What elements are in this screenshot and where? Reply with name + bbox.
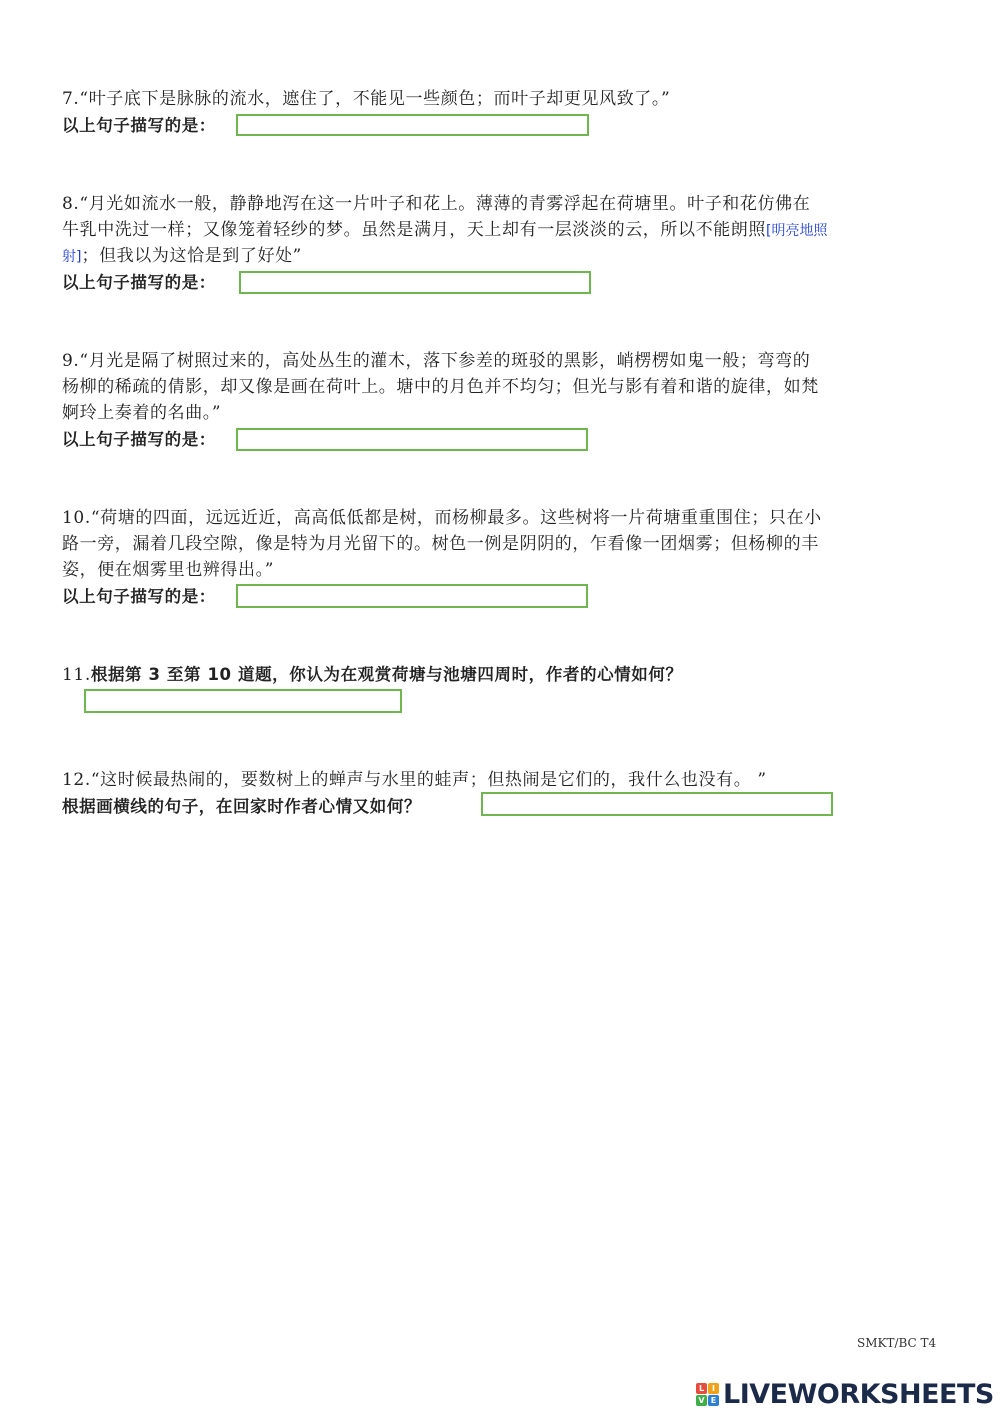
q11-row xyxy=(62,662,683,688)
logo-letter-l: L xyxy=(696,1383,707,1394)
q10-label: 以上句子描写的是： xyxy=(62,587,216,606)
q8-text-line3: ；但我以为这恰是到了好处” xyxy=(81,246,302,266)
q9-label: 以上句子描写的是： xyxy=(62,430,216,449)
q12-text: 12.“这时候最热闹的，要数树上的蝉声与水里的蛙声；但热闹是它们的，我什么也没有。 ” xyxy=(62,770,767,790)
brand-name: LIVEWORKSHEETS xyxy=(723,1378,994,1410)
q11-question: 根据第 3 至第 10 道题，你认为在观赏荷塘与池塘四周时，作者的心情如何？ xyxy=(90,665,683,684)
q7-label: 以上句子描写的是： xyxy=(62,116,216,135)
q12-label: 根据画横线的句子，在回家时作者心情又如何？ xyxy=(62,797,422,816)
q11-answer-field[interactable] xyxy=(84,689,402,713)
logo-letter-i: I xyxy=(708,1383,719,1394)
logo-icon xyxy=(696,1383,719,1406)
q10-answer-field[interactable] xyxy=(236,584,588,608)
q10-text-line1: 10.“荷塘的四面，远远近近，高高低低都是树，而杨柳最多。这些树将一片荷塘重重围住；只在小 xyxy=(62,508,822,528)
logo-letter-e: E xyxy=(708,1395,719,1406)
q8-gloss-part1: [明亮地照 xyxy=(766,223,828,239)
q11-number: 11. xyxy=(62,665,91,685)
q8-answer-field[interactable] xyxy=(239,271,591,294)
q8-text-line2-row xyxy=(62,217,827,243)
q9-answer-field[interactable] xyxy=(236,428,588,451)
logo-letter-v: V xyxy=(696,1395,707,1406)
q8-gloss-part2: 射] xyxy=(62,249,82,265)
q8-label: 以上句子描写的是： xyxy=(62,273,216,292)
q10-text-line2: 路一旁，漏着几段空隙，像是特为月光留下的。树色一例是阴阴的，乍看像一团烟雾；但杨柳的丰 xyxy=(62,534,819,554)
q9-text-line1: 9.“月光是隔了树照过来的，高处丛生的灌木，落下参差的斑驳的黑影，峭楞楞如鬼一般；弯弯的 xyxy=(62,351,811,371)
q8-text-line3-row xyxy=(62,243,302,269)
q7-answer-field[interactable] xyxy=(236,114,589,136)
q7-text: 7.“叶子底下是脉脉的流水，遮住了，不能见一些颜色；而叶子却更见风致了。” xyxy=(62,89,671,109)
q8-text-line1: 8.“月光如流水一般，静静地泻在这一片叶子和花上。薄薄的青雾浮起在荷塘里。叶子和花仿佛在 xyxy=(62,194,811,214)
q9-text-line3: 婀玲上奏着的名曲。” xyxy=(62,403,222,423)
liveworksheets-logo xyxy=(696,1378,994,1410)
document-code: SMKT/BC T4 xyxy=(857,1336,937,1350)
q9-text-line2: 杨柳的稀疏的倩影，却又像是画在荷叶上。塘中的月色并不均匀；但光与影有着和谐的旋律，如梵 xyxy=(62,377,819,397)
q10-text-line3: 姿，便在烟雾里也辨得出。” xyxy=(62,560,274,580)
q8-text-line2: 牛乳中洗过一样；又像笼着轻纱的梦。虽然是满月，天上却有一层淡淡的云，所以不能朗照 xyxy=(62,220,766,240)
q12-answer-field[interactable] xyxy=(481,792,833,816)
